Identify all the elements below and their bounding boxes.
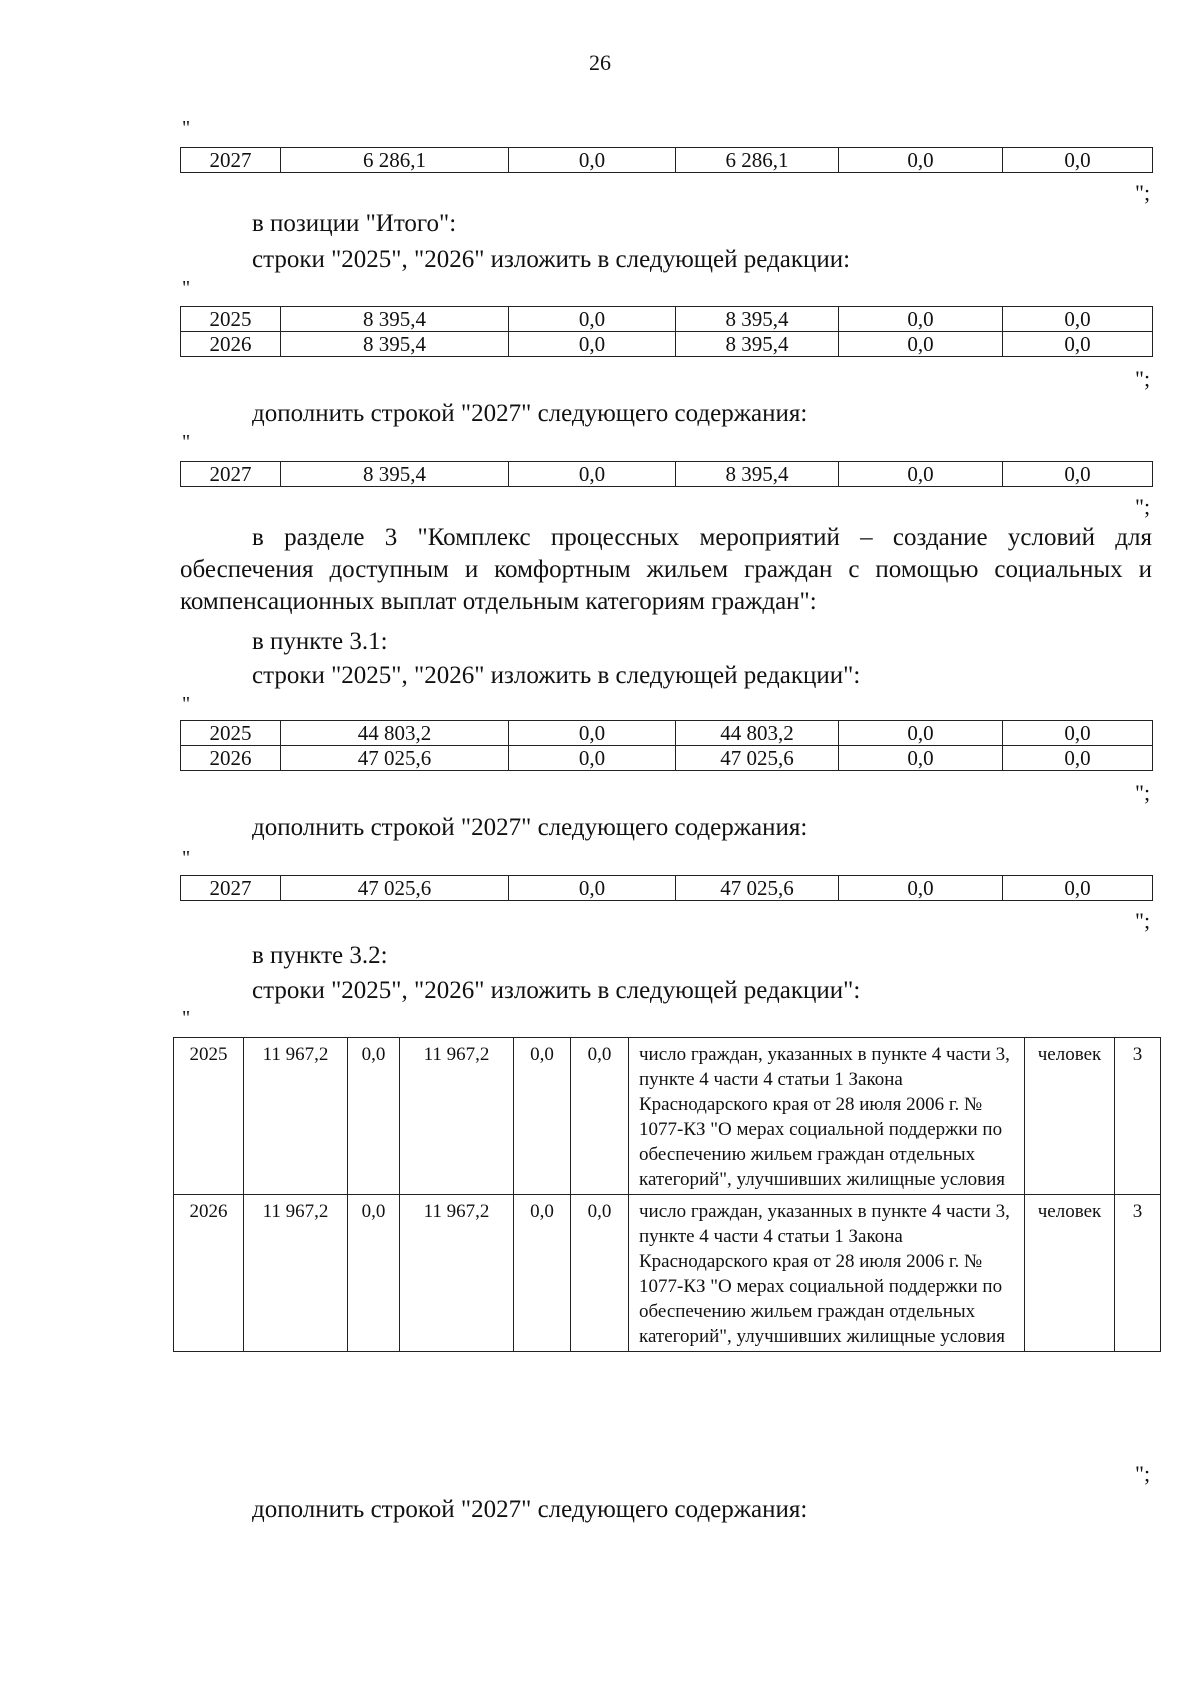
year-cell: 2025 [181,721,281,746]
table-row [181,307,1153,332]
quote-close: "; [1135,1461,1151,1486]
quote-open: " [182,1007,191,1029]
table-row [174,1038,1161,1195]
paragraph-section-3-text: в разделе 3 "Комплекс процессных мероприятий – создание условий для обеспечения доступным и комфортным жильем граждан с помощью социальных и компенсационных выплат отдельным категориям граждан": [180,524,1152,615]
value-cell: 0,0 [1003,332,1153,357]
year-cell: 2026 [181,746,281,771]
value-cell: 8 395,4 [676,332,839,357]
year-cell: 2027 [181,462,281,487]
year-cell: 2025 [174,1038,244,1195]
paragraph-add-2027: дополнить строкой "2027" следующего содержания: [252,400,808,427]
value-cell: 47 025,6 [281,746,509,771]
value-cell: 8 395,4 [676,462,839,487]
value-cell: 11 967,2 [244,1038,348,1195]
paragraph-add-2027-3-1: дополнить строкой "2027" следующего содержания: [252,814,808,841]
value-cell: 11 967,2 [400,1195,514,1352]
quote-open: " [182,693,191,715]
paragraph-rows-2025-2026: строки "2025", "2026" изложить в следующей редакции: [252,246,851,273]
value-cell: 3 [1115,1038,1161,1195]
value-cell: 0,0 [348,1195,400,1352]
finance-table-5 [180,875,1153,901]
year-cell: 2026 [181,332,281,357]
table-row [181,462,1153,487]
value-cell: 47 025,6 [281,876,509,901]
value-cell: 0,0 [571,1195,629,1352]
quote-close: "; [1135,180,1151,205]
value-cell: 0,0 [839,332,1003,357]
finance-table-4 [180,720,1153,771]
paragraph-add-2027-3-2: дополнить строкой "2027" следующего содержания: [252,1496,808,1523]
value-cell: 0,0 [1003,148,1153,173]
paragraph-point-3-1: в пункте 3.1: [252,628,388,655]
paragraph-rows-2025-2026-3-1: строки "2025", "2026" изложить в следующей редакции": [252,662,861,689]
paragraph-point-3-2: в пункте 3.2: [252,942,388,969]
finance-table-2 [180,306,1153,357]
paragraph-section-3 [180,522,1152,618]
table-row [181,332,1153,357]
indicator-description-cell: число граждан, указанных в пункте 4 части 3, пункте 4 части 4 статьи 1 Закона Краснодарского края от 28 июля 2006 г. № 1077-КЗ "О мерах социальной поддержки по обеспечению жильем граждан отдельных категорий", улучшивших жилищные условия [629,1038,1025,1195]
value-cell: 0,0 [839,307,1003,332]
value-cell: 11 967,2 [244,1195,348,1352]
value-cell: 0,0 [509,148,676,173]
value-cell: 0,0 [514,1195,571,1352]
value-cell: 0,0 [509,746,676,771]
quote-close: "; [1135,366,1151,391]
value-cell: 0,0 [839,462,1003,487]
year-cell: 2026 [174,1195,244,1352]
value-cell: 47 025,6 [676,746,839,771]
value-cell: 0,0 [1003,876,1153,901]
value-cell: 6 286,1 [676,148,839,173]
year-cell: 2027 [181,876,281,901]
table-row [181,148,1153,173]
value-cell: 0,0 [839,746,1003,771]
value-cell: 8 395,4 [676,307,839,332]
value-cell: 0,0 [1003,721,1153,746]
quote-close: "; [1135,494,1151,519]
paragraph-rows-2025-2026-3-2: строки "2025", "2026" изложить в следующей редакции": [252,977,861,1004]
value-cell: 0,0 [1003,462,1153,487]
value-cell: 11 967,2 [400,1038,514,1195]
table-row [181,876,1153,901]
table-row [174,1195,1161,1352]
value-cell: 0,0 [1003,307,1153,332]
indicator-table [173,1037,1161,1352]
value-cell: 0,0 [839,721,1003,746]
quote-open: " [182,117,191,139]
value-cell: 3 [1115,1195,1161,1352]
table-row [181,721,1153,746]
quote-open: " [182,847,191,869]
year-cell: 2027 [181,148,281,173]
value-cell: 0,0 [571,1038,629,1195]
value-cell: 44 803,2 [281,721,509,746]
value-cell: 0,0 [509,332,676,357]
finance-table-3 [180,461,1153,487]
value-cell: 0,0 [509,307,676,332]
value-cell: 8 395,4 [281,307,509,332]
quote-open: " [182,277,191,299]
quote-close: "; [1135,780,1151,805]
value-cell: 0,0 [509,721,676,746]
value-cell: 0,0 [1003,746,1153,771]
value-cell: 8 395,4 [281,462,509,487]
indicator-description-cell: число граждан, указанных в пункте 4 части 3, пункте 4 части 4 статьи 1 Закона Краснодарского края от 28 июля 2006 г. № 1077-КЗ "О мерах социальной поддержки по обеспечению жильем граждан отдельных категорий", улучшивших жилищные условия [629,1195,1025,1352]
value-cell: 8 395,4 [281,332,509,357]
quote-close: "; [1135,908,1151,933]
value-cell: 0,0 [514,1038,571,1195]
value-cell: 47 025,6 [676,876,839,901]
page-number: 26 [589,50,611,75]
unit-cell: человек [1025,1195,1115,1352]
value-cell: 0,0 [509,462,676,487]
value-cell: 0,0 [839,148,1003,173]
value-cell: 44 803,2 [676,721,839,746]
finance-table-1 [180,147,1153,173]
value-cell: 0,0 [839,876,1003,901]
paragraph-itogo: в позиции "Итого": [252,210,457,237]
value-cell: 6 286,1 [281,148,509,173]
unit-cell: человек [1025,1038,1115,1195]
value-cell: 0,0 [348,1038,400,1195]
quote-open: " [182,431,191,453]
value-cell: 0,0 [509,876,676,901]
year-cell: 2025 [181,307,281,332]
table-row [181,746,1153,771]
